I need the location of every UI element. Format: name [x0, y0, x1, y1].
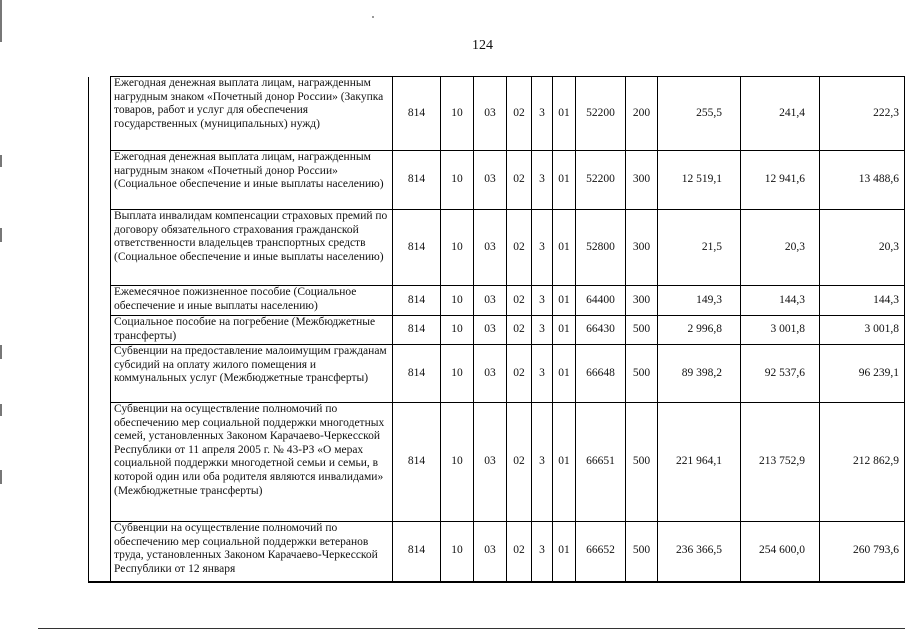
subprogram-code-cell: 3 — [532, 522, 553, 582]
amount-year1-cell: 89 398,2 — [658, 345, 741, 403]
row-number-cell — [89, 210, 111, 286]
amount-year2-cell: 3 001,8 — [741, 316, 820, 345]
row-number-cell — [89, 286, 111, 316]
expense-name-cell: Субвенции на осуществление полномочий по обеспечению мер социальной поддержки ветеранов труда, установленных Законом Карачаево-Черкесской Республики от 12 января — [111, 522, 393, 582]
expense-type-code-cell: 500 — [626, 345, 658, 403]
subsection-code-cell: 03 — [474, 316, 507, 345]
page-number: 124 — [472, 38, 493, 53]
program-code-cell: 02 — [507, 522, 532, 582]
amount-year2-cell: 20,3 — [741, 210, 820, 286]
row-number-cell — [89, 77, 111, 151]
table-row — [89, 345, 905, 403]
subsection-code-cell: 03 — [474, 77, 507, 151]
subprogram-code-cell: 3 — [532, 316, 553, 345]
scan-edge-mark — [0, 345, 2, 359]
amount-year3-cell: 260 793,6 — [820, 522, 905, 582]
subprogram-code-cell: 3 — [532, 286, 553, 316]
subprogram-code-cell: 3 — [532, 403, 553, 522]
expense-type-code-cell: 300 — [626, 286, 658, 316]
direction-code-cell: 52200 — [576, 151, 626, 210]
table-row — [89, 403, 905, 522]
section-code-cell: 10 — [441, 316, 474, 345]
table-row — [89, 286, 905, 316]
amount-year3-cell: 222,3 — [820, 77, 905, 151]
event-code-cell: 01 — [553, 345, 576, 403]
subprogram-code-cell: 3 — [532, 151, 553, 210]
amount-year2-cell: 241,4 — [741, 77, 820, 151]
event-code-cell: 01 — [553, 522, 576, 582]
amount-year2-cell: 92 537,6 — [741, 345, 820, 403]
page-bottom-rule — [38, 628, 905, 629]
amount-year3-cell: 96 239,1 — [820, 345, 905, 403]
direction-code-cell: 52200 — [576, 77, 626, 151]
section-code-cell: 10 — [441, 403, 474, 522]
program-code-cell: 02 — [507, 151, 532, 210]
amount-year3-cell: 3 001,8 — [820, 316, 905, 345]
scan-edge-mark — [0, 155, 2, 167]
section-code-cell: 10 — [441, 286, 474, 316]
admin-code-cell: 814 — [393, 151, 441, 210]
admin-code-cell: 814 — [393, 316, 441, 345]
expense-type-code-cell: 500 — [626, 403, 658, 522]
scan-edge-mark — [0, 0, 2, 42]
expense-type-code-cell: 500 — [626, 316, 658, 345]
expense-name-cell: Субвенции на предоставление малоимущим гражданам субсидий на оплату жилого помещения и коммунальных услуг (Межбюджетные трансферты) — [111, 345, 393, 403]
expense-type-code-cell: 300 — [626, 151, 658, 210]
row-number-cell — [89, 316, 111, 345]
amount-year3-cell: 13 488,6 — [820, 151, 905, 210]
amount-year1-cell: 236 366,5 — [658, 522, 741, 582]
amount-year1-cell: 12 519,1 — [658, 151, 741, 210]
event-code-cell: 01 — [553, 403, 576, 522]
amount-year3-cell: 144,3 — [820, 286, 905, 316]
admin-code-cell: 814 — [393, 345, 441, 403]
section-code-cell: 10 — [441, 210, 474, 286]
subprogram-code-cell: 3 — [532, 345, 553, 403]
table-row — [89, 151, 905, 210]
subprogram-code-cell: 3 — [532, 77, 553, 151]
subsection-code-cell: 03 — [474, 210, 507, 286]
subsection-code-cell: 03 — [474, 345, 507, 403]
program-code-cell: 02 — [507, 316, 532, 345]
amount-year1-cell: 221 964,1 — [658, 403, 741, 522]
subsection-code-cell: 03 — [474, 151, 507, 210]
amount-year1-cell: 2 996,8 — [658, 316, 741, 345]
expense-type-code-cell: 500 — [626, 522, 658, 582]
event-code-cell: 01 — [553, 77, 576, 151]
direction-code-cell: 64400 — [576, 286, 626, 316]
table-row — [89, 77, 905, 151]
row-number-cell — [89, 403, 111, 522]
table-row — [89, 522, 905, 582]
program-code-cell: 02 — [507, 210, 532, 286]
admin-code-cell: 814 — [393, 403, 441, 522]
admin-code-cell: 814 — [393, 210, 441, 286]
direction-code-cell: 52800 — [576, 210, 626, 286]
scan-edge-mark — [0, 404, 2, 416]
budget-table — [88, 76, 905, 583]
table-row — [89, 316, 905, 345]
expense-name-cell: Ежегодная денежная выплата лицам, награжденным нагрудным знаком «Почетный донор России» (Закупка товаров, работ и услуг для обеспечения государственных (муниципальных) нужд) — [111, 77, 393, 151]
event-code-cell: 01 — [553, 210, 576, 286]
row-number-cell — [89, 151, 111, 210]
amount-year2-cell: 254 600,0 — [741, 522, 820, 582]
subsection-code-cell: 03 — [474, 403, 507, 522]
subsection-code-cell: 03 — [474, 522, 507, 582]
direction-code-cell: 66648 — [576, 345, 626, 403]
program-code-cell: 02 — [507, 77, 532, 151]
section-code-cell: 10 — [441, 77, 474, 151]
direction-code-cell: 66430 — [576, 316, 626, 345]
direction-code-cell: 66651 — [576, 403, 626, 522]
amount-year1-cell: 149,3 — [658, 286, 741, 316]
section-code-cell: 10 — [441, 522, 474, 582]
subprogram-code-cell: 3 — [532, 210, 553, 286]
expense-name-cell: Социальное пособие на погребение (Межбюджетные трансферты) — [111, 316, 393, 345]
event-code-cell: 01 — [553, 286, 576, 316]
amount-year1-cell: 255,5 — [658, 77, 741, 151]
event-code-cell: 01 — [553, 151, 576, 210]
admin-code-cell: 814 — [393, 77, 441, 151]
direction-code-cell: 66652 — [576, 522, 626, 582]
amount-year2-cell: 213 752,9 — [741, 403, 820, 522]
scan-edge-mark — [0, 470, 2, 484]
expense-name-cell: Ежегодная денежная выплата лицам, награжденным нагрудным знаком «Почетный донор России» (Социальное обеспечение и иные выплаты населению) — [111, 151, 393, 210]
row-number-cell — [89, 345, 111, 403]
program-code-cell: 02 — [507, 345, 532, 403]
expense-type-code-cell: 200 — [626, 77, 658, 151]
section-code-cell: 10 — [441, 345, 474, 403]
expense-name-cell: Ежемесячное пожизненное пособие (Социальное обеспечение и иные выплаты населению) — [111, 286, 393, 316]
amount-year1-cell: 21,5 — [658, 210, 741, 286]
section-code-cell: 10 — [441, 151, 474, 210]
program-code-cell: 02 — [507, 286, 532, 316]
scan-edge-mark — [0, 228, 2, 242]
admin-code-cell: 814 — [393, 286, 441, 316]
row-number-cell — [89, 522, 111, 582]
amount-year3-cell: 212 862,9 — [820, 403, 905, 522]
scan-speck — [372, 16, 374, 18]
expense-name-cell: Субвенции на осуществление полномочий по обеспечению мер социальной поддержки многодетных семей, установленных Законом Карачаево-Черкесской Республики от 11 апреля 2005 г. № 43-РЗ «О мерах социальной поддержки многодетной семьи и семьи, в которой один или оба родителя являются инвалидами» (Межбюджетные трансферты) — [111, 403, 393, 522]
expense-type-code-cell: 300 — [626, 210, 658, 286]
program-code-cell: 02 — [507, 403, 532, 522]
amount-year3-cell: 20,3 — [820, 210, 905, 286]
amount-year2-cell: 144,3 — [741, 286, 820, 316]
amount-year2-cell: 12 941,6 — [741, 151, 820, 210]
expense-name-cell: Выплата инвалидам компенсации страховых премий по договору обязательного страхования гражданской ответственности владельцев транспортных средств (Социальное обеспечение и иные выплаты населению) — [111, 210, 393, 286]
subsection-code-cell: 03 — [474, 286, 507, 316]
event-code-cell: 01 — [553, 316, 576, 345]
admin-code-cell: 814 — [393, 522, 441, 582]
table-row — [89, 210, 905, 286]
